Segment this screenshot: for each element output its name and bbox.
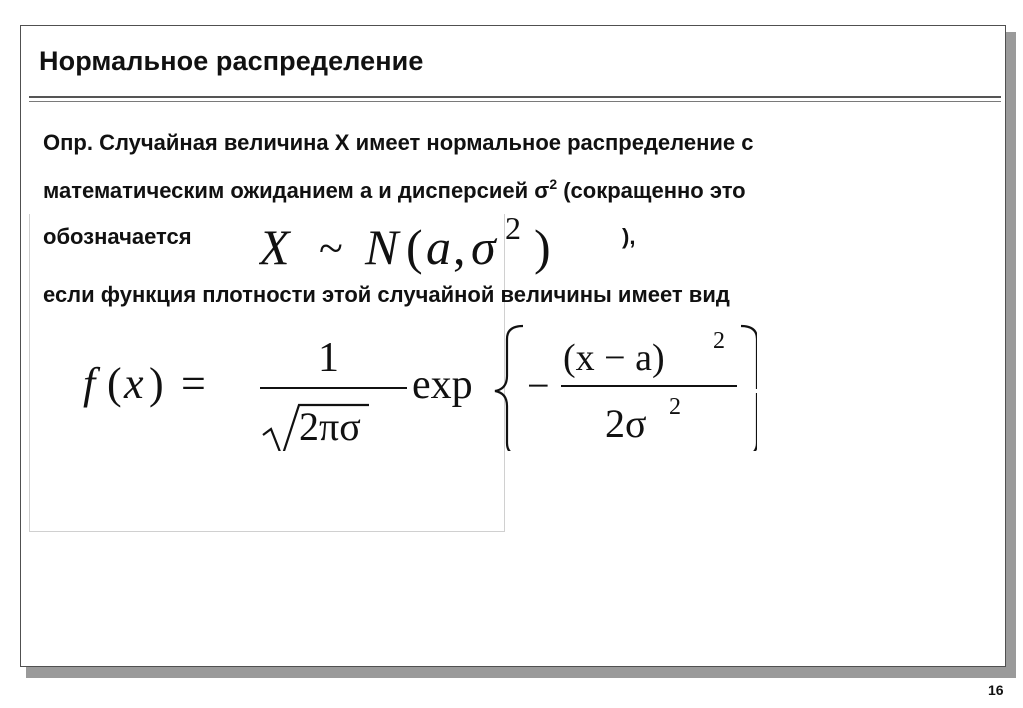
page-number: 16	[988, 682, 1004, 698]
definition-line-2-tail: (сокращенно это	[557, 178, 746, 203]
density-f: f	[83, 359, 96, 408]
slide-title: Нормальное распределение	[39, 46, 424, 76]
normal-notation-formula	[259, 209, 619, 275]
formula-left-paren: (	[406, 219, 423, 275]
density-denominator: 2πσ	[299, 404, 361, 449]
definition-line-2	[43, 176, 746, 204]
formula-symbol-sigma: σ	[471, 219, 496, 275]
density-minus: −	[527, 363, 550, 408]
slide	[20, 25, 1006, 667]
formula-symbol-a: a	[426, 219, 451, 275]
density-x: x	[124, 359, 144, 408]
inner-denominator-power: 2	[669, 394, 681, 420]
density-exp: exp	[412, 362, 473, 408]
variance-exponent: 2	[549, 176, 558, 192]
density-lparen: (	[107, 359, 122, 408]
definition-line-1: Опр. Случайная величина X имеет нормальное распределение с	[43, 130, 754, 155]
definition-line-2-text: математическим ожиданием а и дисперсией σ	[43, 178, 550, 203]
title-divider-thin	[29, 101, 1001, 102]
definition-line-3: обозначается	[43, 224, 192, 249]
formula-symbol-tilde: ~	[319, 224, 343, 273]
density-equals: =	[181, 359, 206, 408]
density-rparen: )	[149, 359, 164, 408]
right-brace-icon	[741, 326, 757, 451]
closing-paren-comma: ),	[622, 224, 636, 249]
formula-right-paren: )	[534, 219, 551, 275]
definition-line-4: если функция плотности этой случайной величины имеет вид	[43, 282, 730, 307]
inner-denominator: 2σ	[605, 401, 647, 446]
inner-numerator: (x − a)	[563, 337, 665, 379]
formula-comma: ,	[453, 219, 466, 275]
left-brace-icon	[495, 326, 523, 451]
formula-symbol-N: N	[365, 219, 399, 275]
density-formula	[77, 321, 757, 451]
density-numerator: 1	[318, 335, 339, 381]
inner-numerator-power: 2	[713, 328, 725, 354]
formula-exponent-2: 2	[505, 210, 521, 246]
formula-symbol-X: X	[259, 219, 290, 275]
title-divider	[29, 96, 1001, 98]
